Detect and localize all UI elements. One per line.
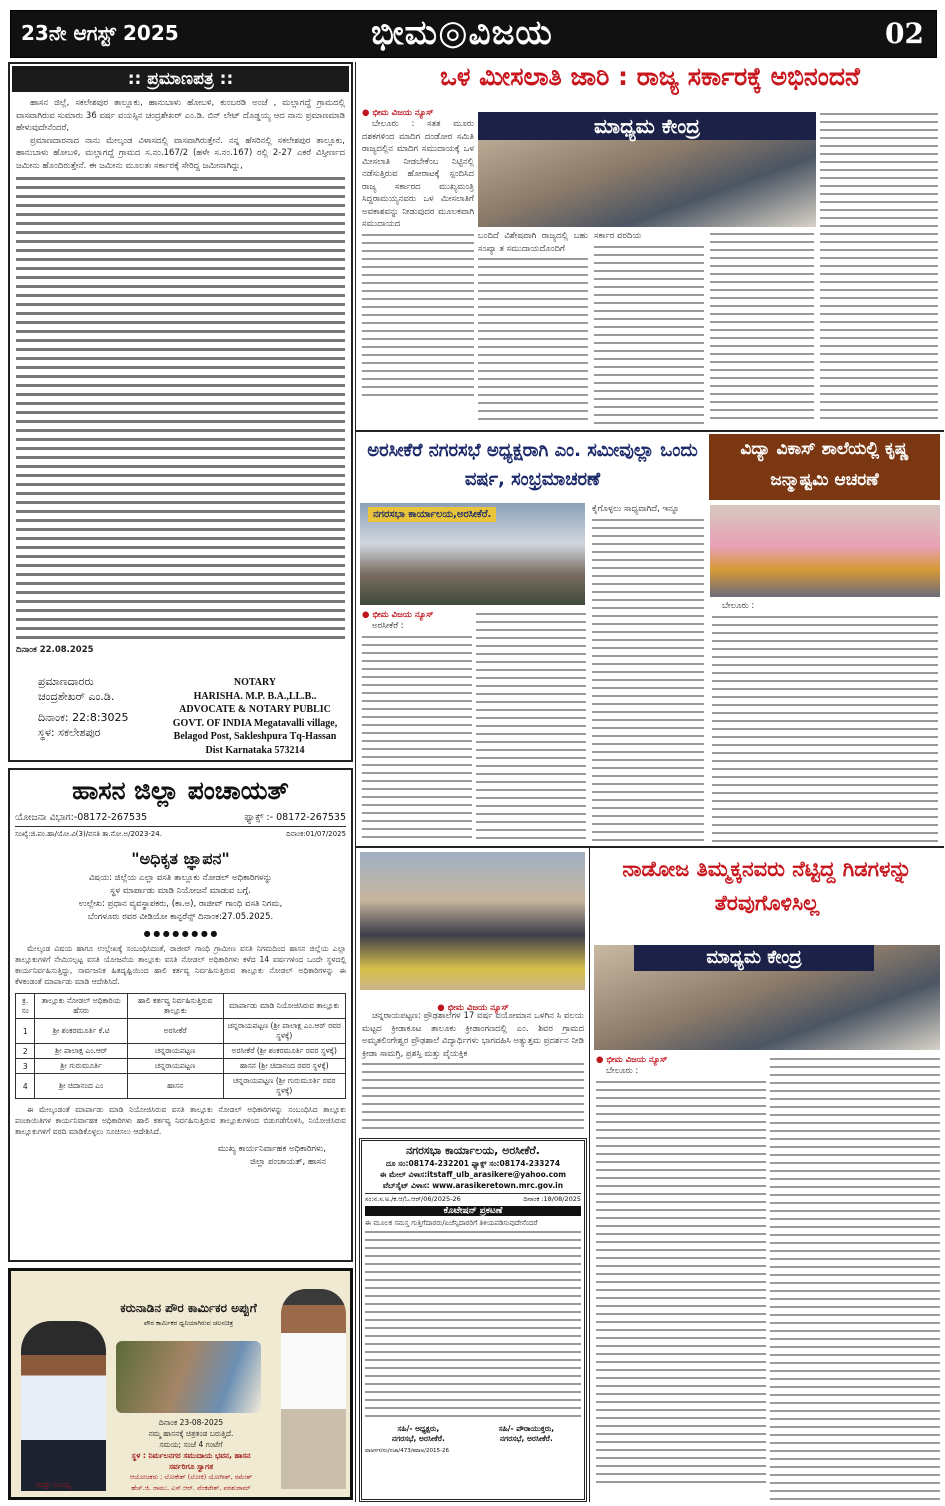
cell: ಚನ್ನರಾಯಪಟ್ಟಣ (ಶ್ರೀ ಪಾಲಾಕ್ಷ ಎಂ.ಆರ್ ರವರ ಸ್ಥಳಕ್ಕೆ) — [223, 1019, 346, 1044]
notice-closing: ಈ ಮೇಲ್ಕಂಡಂತೆ ಮಾರ್ಪಾಡು ಮಾಡಿ ನಿಯೋಜಿಸಿರುವ ವಸತಿ ತಾಲ್ಲೂಕು ನೋಡಲ್ ಅಧಿಕಾರಿಗಳನ್ನು ಸಂಬಂಧಿಸಿದ ತಾಲ್ಲೂಕು ಪಂಚಾಯಿತಿಗಳ ಕಾರ್ಯನಿರ್ವಾಹಕ ಅಧಿಕಾರಿಗಳು ಹಾಲಿ ಕರ್ತವ್ಯ ನಿರ್ವಹಿಸುತ್ತಿರುವ ತಾಲ್ಲೂಕುಗಳಿಂದ ಬಿಡುಗಡೆಗೊಳಿಸಿ, ನಿಯೋಜಿಸಿರುವ ತಾಲ್ಲೂಕುಗಳಿಗೆ ವರದಿ ಮಾಡಿಕೊಳ್ಳಲು ಸೂಚಿಸಲು ಆದೇಶಿಸಿದೆ. — [15, 1105, 346, 1136]
cell: ಅರಸೀಕೆರೆ — [127, 1019, 223, 1044]
affidavit-body-text — [16, 174, 345, 644]
sign-line: ಸಹಿ/- ಪೌರಾಯುಕ್ತರು, — [498, 1424, 555, 1433]
subject-line: ಉಲ್ಲೇಖ: ಪ್ರಧಾನ ವ್ಯವಸ್ಥಾಪಕರು, (ಕಾ.ಅ), ರಾಜೀವ್ ಗಾಂಧಿ ವಸತಿ ನಿಗಮ, — [78, 899, 283, 909]
article5-text — [596, 1078, 766, 1488]
sign-line: ಜಿಲ್ಲಾ ಪಂಚಾಯತ್, ಹಾಸನ — [250, 1157, 326, 1167]
deponent-block — [38, 674, 129, 740]
article2-col1 — [362, 610, 472, 843]
panchayat-ref: ಸಂಖ್ಯೆ:ಜಿ.ಪಂ.ಹಾ/ಯೋ.ವಿ(3)/ವಸತಿ ತಾ.ನೋ.ಅ/2023-24. — [15, 830, 162, 838]
article1-col1 — [362, 108, 474, 401]
sign-line: ನಗರಸಭೆ, ಅರಸೀಕೆರೆ. — [391, 1434, 445, 1443]
notice-body: ಮೇಲ್ಕಂಡ ವಿಷಯ ಹಾಗೂ ಉಲ್ಲೇಖಕ್ಕೆ ಸಂಬಂಧಿಸಿದಂತೆ, ರಾಜೀವ್ ಗಾಂಧಿ ಗ್ರಾಮೀಣ ವಸತಿ ನಿಗಮದಿಂದ ಹಾಸನ ಜಿಲ್ಲೆಯ ಎಲ್ಲಾ ತಾಲ್ಲೂಕುಗಳಿಗೆ ನೇಮಿಸಲ್ಪಟ್ಟ ವಸತಿ ಯೋಜನೆಯ ತಾಲ್ಲೂಕು ವಸತಿ ನೋಡಲ್ ಅಧಿಕಾರಿಗಳು ಕಳೆದ 14 ವರ್ಷಗಳಿಂದ ಒಂದೇ ಸ್ಥಳದಲ್ಲಿ ಕಾರ್ಯನಿರ್ವಹಿಸುತ್ತಿದ್ದು, ಸಾರ್ವಜನಿಕ ಹಿತದೃಷ್ಟಿಯಿಂದ ಹಾಲಿ ಕರ್ತವ್ಯ ನಿರ್ವಹಿಸುತ್ತಿರುವ ತಾಲ್ಲೂಕು ನೋಡಲ್ ಅಧಿಕಾರಿಗಳನ್ನು ಈ ಕೆಳಕಂಡಂತೆ ಮಾರ್ಪಾಡು ಮಾಡಿ ಆದೇಶಿಸಿದೆ. — [15, 944, 346, 986]
cell: ಶ್ರೀ ಶಂಕರಮೂರ್ತಿ ಕೆ.ಟಿ — [35, 1019, 127, 1044]
affidavit-box — [8, 62, 353, 762]
table-row — [16, 1059, 346, 1074]
nodal-officer-table — [15, 993, 346, 1099]
article4-body — [362, 1010, 584, 1130]
table-header: ತಾಲ್ಲೂಕು ನೋಡಲ್ ಅಧಿಕಾರಿಯ ಹೆಸರು — [35, 994, 127, 1019]
affidavit-place: ಸ್ಥಳ: ಸಕಲೇಶಪುರ — [38, 726, 101, 739]
article1-col5 — [820, 110, 938, 425]
cell: ಶ್ರೀ ಗುರುಮೂರ್ತಿ — [35, 1059, 127, 1074]
tender-email: ಈ ಮೇಲ್ ವಿಳಾಸ:itstaff_ulb_arasikere@yahoo.com — [379, 1170, 567, 1179]
article2-photo — [360, 503, 585, 605]
cell: ಚನ್ನರಾಯಪಟ್ಟಣ — [127, 1059, 223, 1074]
article1-col4 — [710, 230, 814, 425]
person-photo-right — [281, 1289, 346, 1489]
article2-text — [592, 516, 704, 841]
notary-line: GOVT. OF INDIA Megatavalli village, — [172, 717, 338, 729]
notary-block — [160, 676, 350, 757]
ad-organisers: ಆಯೋಜಕರು ; ಲೋಕೇಶ್ (ಲೋಕಿ) ಯೋಗೀಶ್, ರಮೇಶ್ — [129, 1473, 253, 1481]
affidavit-paragraph: ಪ್ರಮಾಣದಾರನಾದ ನಾನು ಮೇಲ್ಕಂಡ ವಿಳಾಸದಲ್ಲಿ ವಾಸವಾಗಿರುತ್ತೇನೆ. ನನ್ನ ಹೆಸರಿನಲ್ಲಿ ಸಕಲೇಶಪುರ ತಾಲ್ಲೂಕು, ಹಾನುಬಾಳು ಹೋಬಳಿ, ಮಲ್ಲಾಗದ್ದೆ ಗ್ರಾಮದ ಸ.ನಂ.167/2 (ಹಳೇ ಸ.ನಂ.167) ರಲ್ಲಿ 2-27 ಎಕರೆ ವಿಸ್ತೀರ್ಣದ ಜಮೀನು ಹೊಂದಿರುತ್ತೇನೆ. ಈ ಜಮೀನು ಮೂಲತಃ ಸರ್ಕಾರಕ್ಕೆ ಸೇರಿದ್ದ ಜಮೀನಾಗಿದ್ದು, — [16, 135, 345, 171]
article1-text — [478, 255, 588, 425]
ad-venue: ಸ್ಥಳ : ನಿರ್ಮಲನಗರ ಸಮುದಾಯ ಭವನ, ಹಾಸನ — [131, 1451, 251, 1460]
tender-phone: ದೂ ಸಂ:08174-232201 ಫ್ಯಾಕ್ಸ್ ಸಂ:08174-233274 — [385, 1159, 561, 1168]
article3-lead: ಬೇಲೂರು : — [722, 601, 755, 611]
quotation-notice — [359, 1138, 587, 1502]
table-row — [16, 1044, 346, 1059]
panchayat-date: ದಿನಾಂಕ:01/07/2025 — [286, 830, 346, 838]
page-number: 02 — [885, 17, 924, 50]
article5-headline: ನಾಡೋಜ ತಿಮ್ಮಕ್ಕನವರು ನೆಟ್ಟಿದ್ದ ಗಿಡಗಳನ್ನು ತೆರವುಗೊಳಿಸಿಲ್ಲ — [622, 857, 912, 915]
tender-ref: ಸಂ:ನ.ಸ.ಅ./ಕ.ಆ/ಓ.ಆರ್/06/2025-26 — [365, 1195, 461, 1203]
article1-text — [594, 243, 704, 425]
sign-line: ನಗರಸಭೆ, ಅರಸೀಕೆರೆ. — [499, 1434, 553, 1443]
affidavit-paragraph: ಹಾಸನ ಜಿಲ್ಲೆ, ಸಕಲೇಶಪುರ ತಾಲ್ಲೂಕು, ಹಾನುಬಾಳು ಹೋಬಳಿ, ಕುಂಬರಡಿ ಅಂಚೆ , ಮಲ್ಲಾಗದ್ದೆ ಗ್ರಾಮದಲ್ಲಿ ವಾಸವಾಗಿರುವ ಸುಮಾರು 36 ವರ್ಷ ವಯಸ್ಸಿನ ಚಂದ್ರಶೇಖರ್ ಎಂ.ಡಿ. ಬಿನ್ ಲೇಟ್ ದೊಡ್ಡಯ್ಯ ಆದ ನಾನು ಪ್ರಮಾಣಮಾಡಿ ಹೇಳುವುದೇನೆಂದರೆ, — [16, 98, 345, 133]
tender-title: ಕೊಟೇಷನ್ ಪ್ರಕಟಣೆ — [365, 1206, 581, 1216]
cell: ಚನ್ನರಾಯಪಟ್ಟಣ (ಶ್ರೀ ಗುರುಮೂರ್ತಿ ರವರ ಸ್ಥಳಕ್ಕೆ) — [223, 1074, 346, 1099]
notary-line: ADVOCATE & NOTARY PUBLIC — [179, 704, 331, 715]
article1-col3 — [594, 230, 704, 425]
table-row — [16, 1019, 346, 1044]
tender-body: ಈ ಮೂಲಕ ಸಮಸ್ತ ಗುತ್ತಿಗೆದಾರರು/ಏಜೆನ್ಸಿದಾರರಿಗೆ ತಿಳಿಯಪಡಿಸುವುದೇನೆಂದರೆ — [365, 1219, 538, 1227]
sign-line: ಸಹಿ/- ಅಧ್ಯಕ್ಷರು, — [397, 1424, 440, 1433]
article4-lead: ಚನ್ನರಾಯಪಟ್ಟಣ: ಪ್ರೌಢಶಾಲೆಗಳ 17 ವರ್ಷ ವಯೋಮಾನ ಒಳಗಿನ ಸಿ ವಲಯ ಮಟ್ಟದ ಕ್ರೀಡಾಕೂಟ ತಾಲೂಕು ಕ್ರೀಡಾಂಗಣದಲ್ಲಿ ಎಂ. ಶಿವರ ಗ್ರಾಮದ ಅಮೃತಲಿಂಗೇಶ್ವರ ಪ್ರೌಢಶಾಲೆ ವಿದ್ಯಾರ್ಥಿಗಳು ಭಾಗವಹಿಸಿ ಅತ್ಯುತ್ತಮ ಪ್ರದರ್ಶನ ನೀಡಿ ಕ್ರೀಡಾ ಸಾಮಗ್ರಿ, ಪ್ರಶಸ್ತಿ ಮತ್ತು ವೈಯಕ್ತಿಕ — [362, 1011, 584, 1059]
ad-line: ನಮ್ಮ ಹಾಸನಕ್ಕೆ ಚಿತ್ರತಂಡ ಬರುತ್ತಿದೆ. — [148, 1429, 234, 1438]
cell: 4 — [16, 1074, 35, 1099]
table-header: ಹಾಲಿ ಕರ್ತವ್ಯ ನಿರ್ವಹಿಸುತ್ತಿರುವ ತಾಲ್ಲೂಕು — [127, 994, 223, 1019]
media-centre-banner: ಮಾಧ್ಯಮ ಕೇಂದ್ರ — [634, 945, 874, 971]
ad-welcome: ಸರ್ವರಿಗೂ ಸ್ವಾಗತ — [168, 1462, 214, 1471]
masthead — [10, 10, 937, 58]
tender-date: ದಿನಾಂಕ :18/08/2025 — [523, 1195, 581, 1203]
article5-byline: ● ಭೀಮ ವಿಜಯ ನ್ಯೂಸ್ — [596, 1055, 766, 1065]
person-photo-left — [21, 1321, 106, 1491]
sign-line: ಮುಖ್ಯ ಕಾರ್ಯನಿರ್ವಾಹಕ ಅಧಿಕಾರಿಗಳು, — [217, 1144, 326, 1154]
notice-signature — [15, 1143, 326, 1169]
subject-line: ವಿಷಯ: ಜಿಲ್ಲೆಯ ಎಲ್ಲಾ ವಸತಿ ತಾಲ್ಲೂಕು ನೋಡಲ್ ಅಧಿಕಾರಿಗಳನ್ನು — [88, 873, 273, 883]
separator-dots: ● ● ● ● ● ● ● ● — [143, 929, 218, 938]
film-poster-image — [116, 1341, 261, 1413]
article4-text — [362, 1060, 584, 1130]
article2-lead: ಅರಸೀಕೆರೆ : — [372, 621, 404, 631]
ad-person-name: ಚಂದ್ರು ಓಬಯ್ಯ — [36, 1481, 72, 1489]
issue-date: 23ನೇ ಆಗಸ್ಟ್ 2025 — [21, 21, 179, 45]
film-event-ad — [8, 1268, 353, 1500]
article1-byline: ● ಭೀಮ ವಿಜಯ ನ್ಯೂಸ್ — [362, 108, 474, 118]
article5-col2 — [770, 1055, 940, 1500]
article1-col2-lead: ಬಂದಿದೆ ವಿಶೇಷವಾಗಿ ರಾಜ್ಯದಲ್ಲಿ ಬಹು ಸಂಖ್ಯಾ ತ ಸಮುದಾಯದೊಂದಿಗೆ — [478, 231, 588, 254]
affidavit-date: ದಿನಾಂಕ: 22:8:3025 — [38, 711, 129, 724]
article2-col2 — [476, 610, 586, 842]
article1-photo — [478, 112, 816, 227]
council-sign: ನಗರಸಭಾ ಕಾರ್ಯಾಲಯ,ಅರಸೀಕೆರೆ. — [368, 507, 496, 522]
cell: ಶ್ರೀ ಚಿದಾನಂದ ಎಂ — [35, 1074, 127, 1099]
article2-headline: ಅರಸೀಕೆರೆ ನಗರಸಭೆ ಅಧ್ಯಕ್ಷರಾಗಿ ಎಂ. ಸಮೀವುಲ್ಲಾ ಒಂದು ವರ್ಷ, ಸಂಭ್ರಮಾಚರಣೆ — [367, 440, 698, 490]
ad-line: ದಿನಾಂಕ 23-08-2025 — [158, 1418, 224, 1427]
table-header: ಕ್ರ. ಸಂ — [16, 994, 35, 1019]
article3-text — [712, 613, 938, 843]
article2-col3 — [592, 503, 704, 841]
article1-text — [362, 231, 474, 401]
article3-headline: ವಿದ್ಯಾ ವಿಕಾಸ್ ಶಾಲೆಯಲ್ಲಿ ಕೃಷ್ಣ ಜನ್ಮಾಷ್ಟಮಿ ಆಚರಣೆ — [709, 434, 940, 500]
notice-title: "ಅಧಿಕೃತ ಜ್ಞಾಪನ" — [131, 849, 230, 868]
article1-col2 — [478, 230, 588, 425]
panchayat-notice — [8, 768, 353, 1262]
notary-line: NOTARY — [233, 677, 277, 688]
column-divider — [355, 62, 356, 1502]
ad-line: ಸಮಯ; ಸಂಜೆ 4 ಗಂಟೆಗೆ — [159, 1440, 223, 1449]
cell: ಶ್ರೀ ಪಾಲಾಕ್ಷ ಎಂ.ಆರ್ — [35, 1044, 127, 1059]
article2-text — [362, 633, 472, 843]
article5-lead: ಬೇಲೂರು : — [606, 1066, 639, 1076]
ad-subtitle: ಪೌರ ಕಾರ್ಮಿಕರ ಧ್ವನಿಯಾಗಿರುವ ಚಲನಚಿತ್ರ — [143, 1319, 234, 1327]
ad-title: ಕರುನಾಡಿನ ಪೌರ ಕಾರ್ಮಿಕರ ಅಪ್ಪುಗೆ — [120, 1301, 257, 1315]
article1-col3-lead: ಸರ್ಕಾರ ವರದಿಯ — [594, 231, 642, 241]
article5-photo — [594, 945, 940, 1050]
affidavit-date-inline: ದಿನಾಂಕ 22.08.2025 — [16, 645, 94, 655]
table-row — [16, 1074, 346, 1099]
media-centre-banner: ಮಾಧ್ಯಮ ಕೇಂದ್ರ — [478, 112, 816, 140]
subject-line: ಬೆಂಗಳೂರು ರವರ ವೀಡಿಯೋ ಕಾನ್ಫರೆನ್ಸ್ ದಿನಾಂಕ:27.05.2025. — [87, 912, 274, 922]
article1-headline: ಒಳ ಮೀಸಲಾತಿ ಜಾರಿ : ರಾಜ್ಯ ಸರ್ಕಾರಕ್ಕೆ ಅಭಿನಂದನೆ — [440, 62, 860, 91]
cell: ಚನ್ನರಾಯಪಟ್ಟಣ — [127, 1044, 223, 1059]
notary-line: Dist Karnataka 573214 — [205, 744, 305, 756]
article3-body — [712, 600, 938, 843]
section-divider — [356, 430, 944, 432]
table-header: ಮಾರ್ಪಾಡು ಮಾಡಿ ನಿಯೋಜಿಸಿರುವ ತಾಲ್ಲೂಕು — [223, 994, 346, 1019]
notary-line: Belagod Post, Sakleshpura Tq-Hassan — [173, 731, 337, 742]
notice-subject — [15, 872, 346, 940]
article1-lead: ಬೇಲೂರು : ಸತತ ಮೂರು ದಶಕಗಳಿಂದ ಮಾದಿಗ ದಂಡೋರ ಸಮಿತಿ ರಾಜ್ಯದಲ್ಲಿನ ಮಾದಿಗ ಸಮುದಾಯಕ್ಕೆ ಒಳ ಮೀಸಲಾತಿ ನೀಡಬೇಕೆಂಬ ನಿಟ್ಟಿನಲ್ಲಿ ನಡೆಸುತ್ತಿರುವ ಹೋರಾಟಕ್ಕೆ ಸ್ಪಂದಿಸಿದ ರಾಜ್ಯ ಸರ್ಕಾರದ ಮುಖ್ಯಮಂತ್ರಿ ಸಿದ್ದರಾಮಯ್ಯನವರು ಒಳ ಮೀಸಲಾತಿಗೆ ಅವಕಾಶವನ್ನು ನೀಡುವುದರ ಮೂಲಕವಾಗಿ ಸಮುದಾಯದ — [362, 119, 474, 229]
tender-office: ನಗರಸಭಾ ಕಾರ್ಯಾಲಯ, ಅರಸೀಕೆರೆ. — [406, 1144, 540, 1157]
deponent-name: ಚಂದ್ರಶೇಖರ್ ಎಂ.ಡಿ. — [38, 690, 115, 703]
panchayat-fax: ಫ್ಯಾಕ್ಸ್ :- 08172-267535 — [244, 812, 346, 823]
article5-col1 — [596, 1055, 766, 1488]
article3-photo — [710, 505, 940, 597]
deponent-label: ಪ್ರಮಾಣದಾರರು — [38, 675, 94, 688]
article2-byline: ● ಭೀಮ ವಿಜಯ ನ್ಯೂಸ್ — [362, 610, 472, 620]
cell: 3 — [16, 1059, 35, 1074]
ad-details — [106, 1417, 276, 1494]
cell: 2 — [16, 1044, 35, 1059]
affidavit-title: :: ಪ್ರಮಾಣಪತ್ರ :: — [12, 66, 349, 92]
subject-line: ಸ್ಥಳ ಮಾರ್ಪಾಡು ಮಾಡಿ ನಿಯೋಜನೆ ಮಾಡುವ ಬಗ್ಗೆ. — [110, 886, 251, 896]
notary-line: HARISHA. M.P. B.A.,LL.B.. — [193, 690, 317, 702]
cell: ಅರಸೀಕೆರೆ (ಶ್ರೀ ಶಂಕರಮೂರ್ತಿ ರವರ ಸ್ಥಳಕ್ಕೆ) — [223, 1044, 346, 1059]
panchayat-phone: ಯೋಜನಾ ವಿಭಾಗ:-08172-267535 — [15, 812, 148, 823]
newspaper-logo: ಭೀಮ◎ವಿಜಯ — [371, 13, 553, 53]
column-divider — [589, 848, 590, 1502]
tender-text — [365, 1228, 581, 1418]
cell: ಹಾಸನ (ಶ್ರೀ ಚಿದಾನಂದ ರವರ ಸ್ಥಳಕ್ಕೆ) — [223, 1059, 346, 1074]
ad-organisers: ಹೆಚ್.ಜಿ. ರಾಮು, ಎಸ್.ಆರ್. ವೆಂಕಟೇಶ್, ಪರಶುರಾಮ್ — [131, 1484, 251, 1492]
cell: ಹಾಸನ — [127, 1074, 223, 1099]
article4-photo — [360, 852, 585, 990]
section-divider — [356, 846, 944, 848]
article2-col3-lead: ಕೈಗೊಳ್ಳಲು ಸಾಧ್ಯವಾಗಿದೆ, ಇನ್ನೂ — [592, 504, 680, 514]
tender-website: ವೆಬ್‌ಸೈಟ್ ವಿಳಾಸ: www.arasikeretown.mrc.gov.in — [382, 1181, 564, 1190]
article4-byline: ● ಭೀಮ ವಿಜಯ ನ್ಯೂಸ್ — [437, 1003, 508, 1013]
tender-footer: ವಾಅಸಇ/ಸಂ/ನಜಾ/473/ಕವಾಅ/2015-26 — [365, 1448, 449, 1454]
panchayat-title: ಹಾಸನ ಜಿಲ್ಲಾ ಪಂಚಾಯತ್ — [72, 776, 289, 805]
cell: 1 — [16, 1019, 35, 1044]
